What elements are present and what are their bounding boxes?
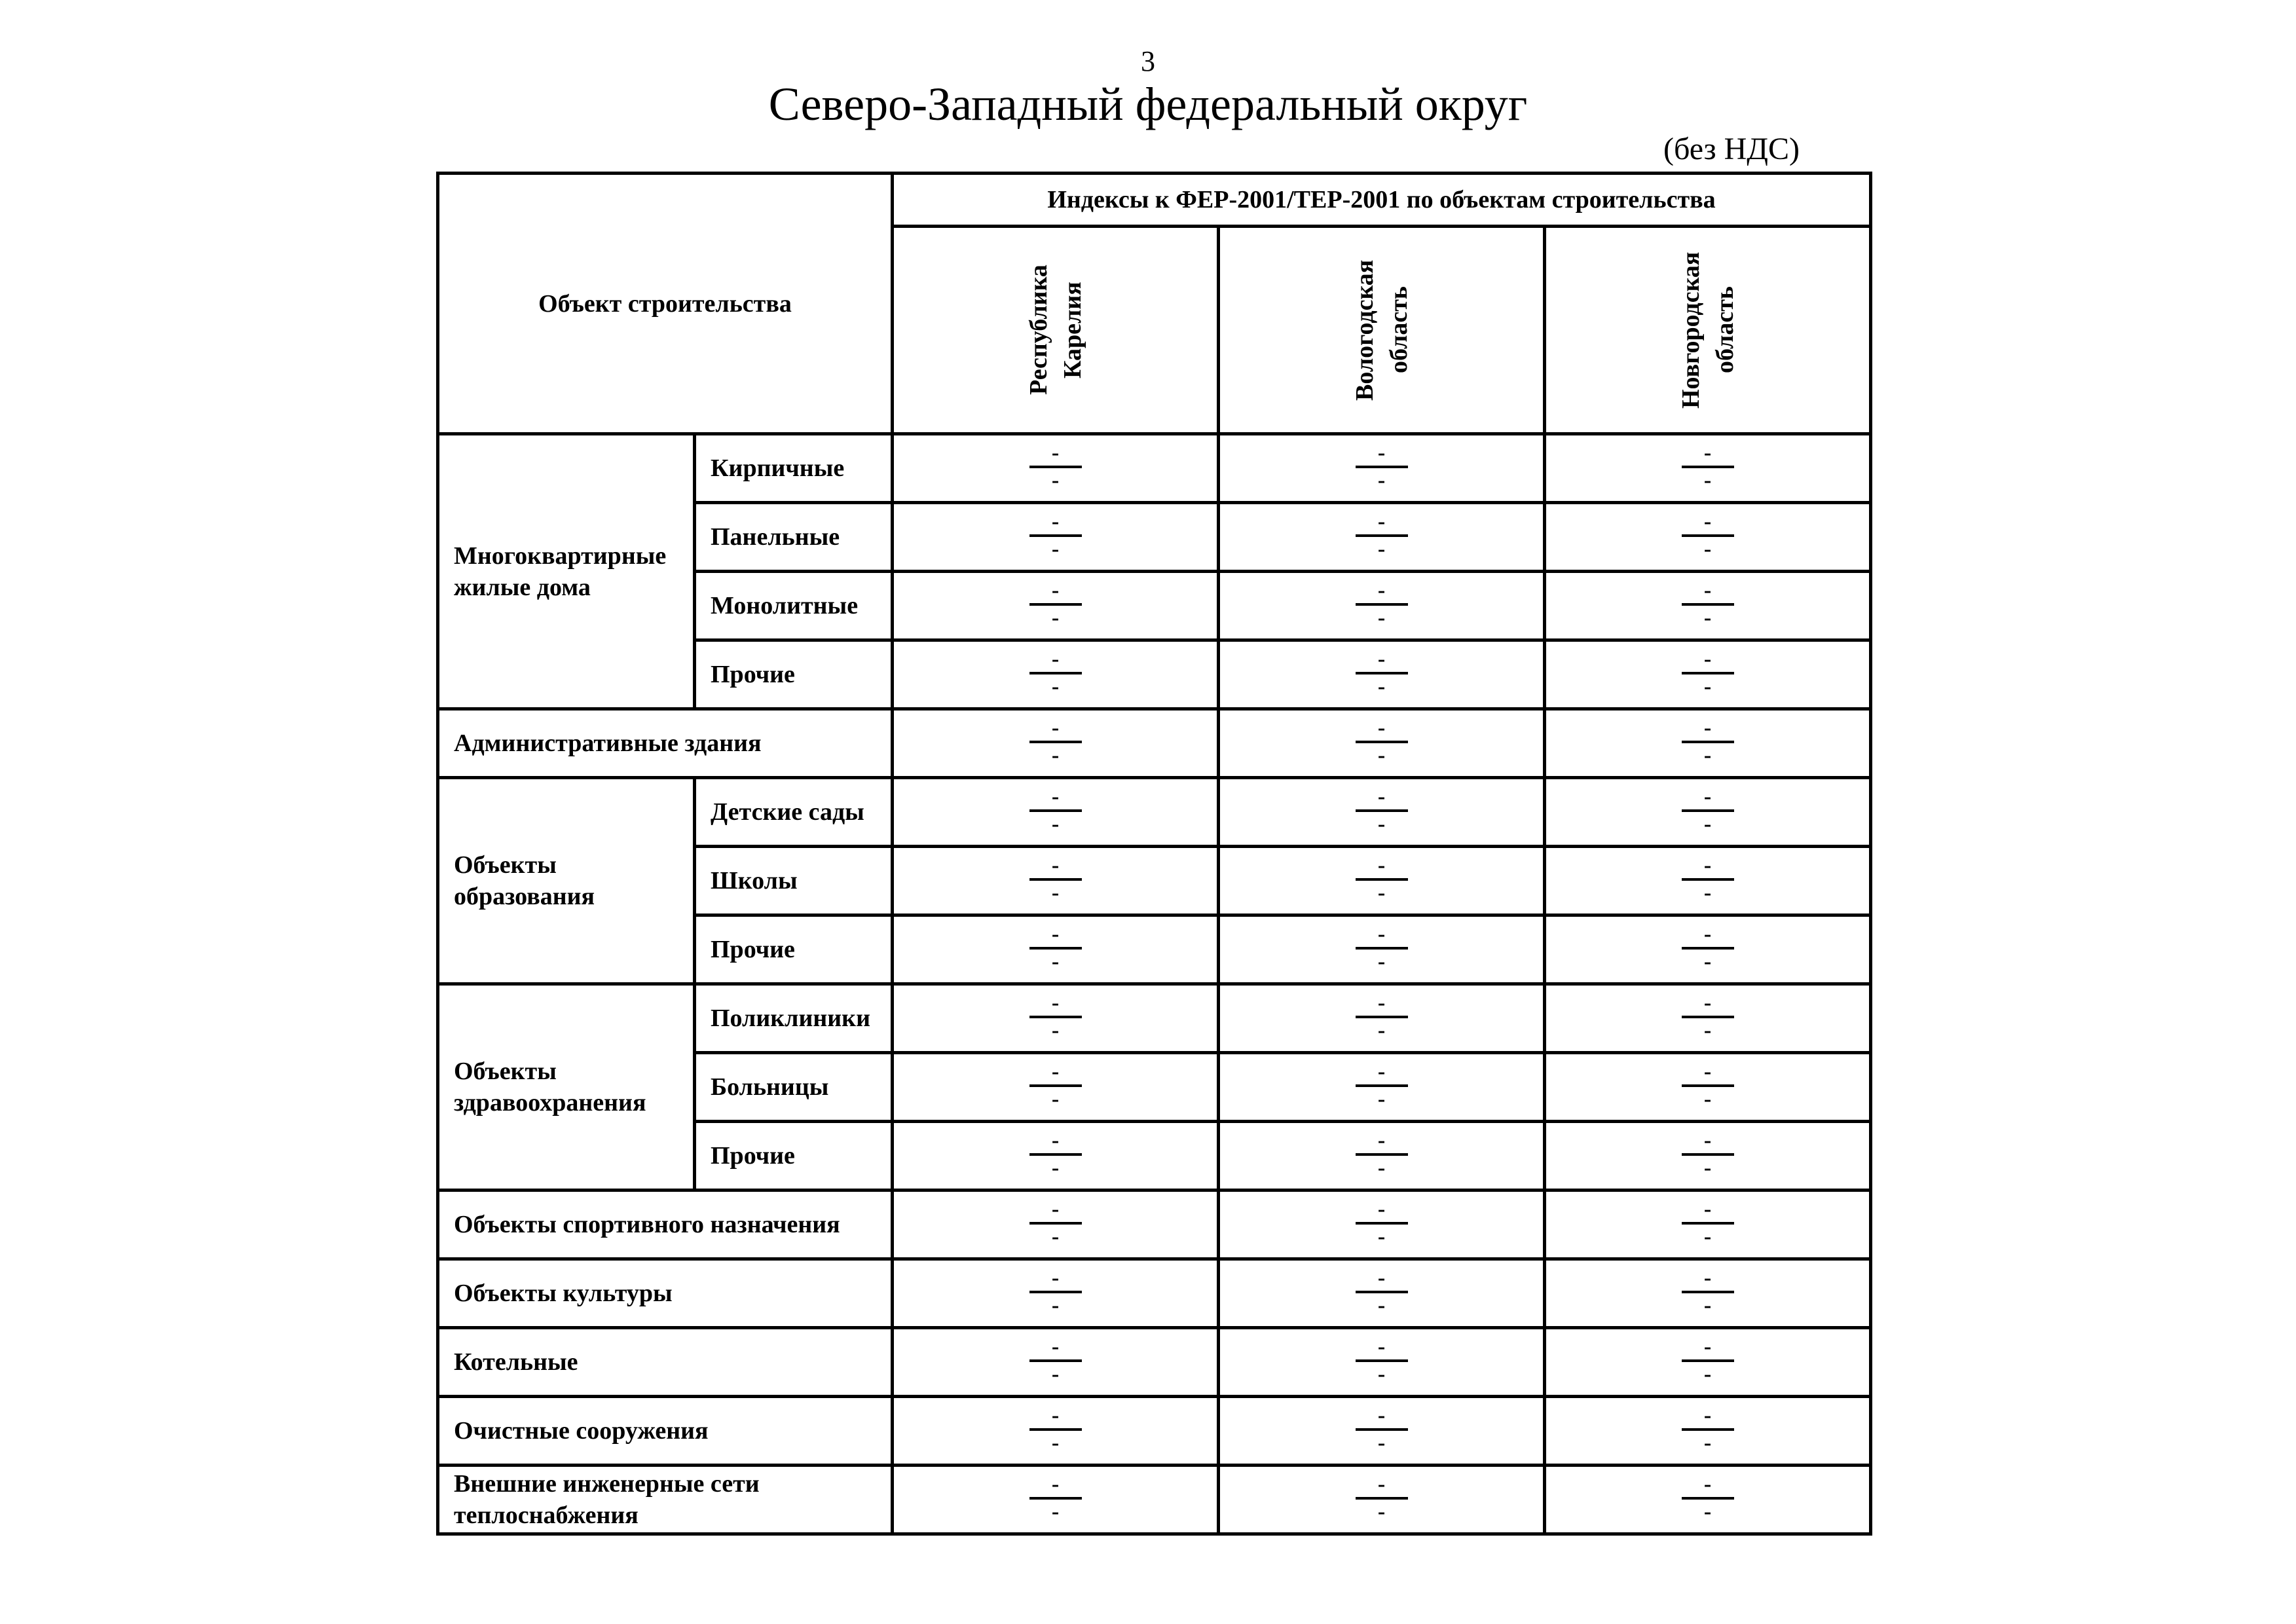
value-cell: $\frac{-}{-}$ xyxy=(1545,915,1871,984)
value-cell: $\frac{-}{-}$ xyxy=(893,1190,1219,1259)
value-cell: $\frac{-}{-}$ xyxy=(1545,1190,1871,1259)
value-cell: $\frac{-}{-}$ xyxy=(893,1122,1219,1190)
header-row-top xyxy=(438,174,1871,227)
value-cell: $\frac{-}{-}$ xyxy=(1219,1053,1545,1122)
category-cell: Многоквартирные жилые дома xyxy=(438,434,695,709)
value-cell: $\frac{-}{-}$ xyxy=(1545,709,1871,778)
value-cell: $\frac{-}{-}$ xyxy=(893,572,1219,640)
table-row xyxy=(438,1397,1871,1466)
header-object: Объект строительства xyxy=(438,174,893,434)
value-cell: $\frac{-}{-}$ xyxy=(1545,1122,1871,1190)
value-cell: $\frac{-}{-}$ xyxy=(1545,1328,1871,1397)
table-row xyxy=(438,1466,1871,1534)
value-cell: $\frac{-}{-}$ xyxy=(1545,1397,1871,1466)
value-cell: $\frac{-}{-}$ xyxy=(893,503,1219,572)
category-cell: Очистные сооружения xyxy=(438,1397,893,1466)
value-cell: $\frac{-}{-}$ xyxy=(1545,984,1871,1053)
value-cell: $\frac{-}{-}$ xyxy=(893,1328,1219,1397)
table-row xyxy=(438,1259,1871,1328)
category-cell: Объекты образования xyxy=(438,778,695,984)
table-row xyxy=(438,984,1871,1053)
value-cell: $\frac{-}{-}$ xyxy=(1545,1259,1871,1328)
subcategory-cell: Прочие xyxy=(695,915,893,984)
subcategory-cell: Больницы xyxy=(695,1053,893,1122)
table-row xyxy=(438,778,1871,847)
value-cell: $\frac{-}{-}$ xyxy=(1545,778,1871,847)
value-cell: $\frac{-}{-}$ xyxy=(1219,1466,1545,1534)
value-cell: $\frac{-}{-}$ xyxy=(893,1397,1219,1466)
subcategory-cell: Прочие xyxy=(695,640,893,709)
subcategory-cell: Детские сады xyxy=(695,778,893,847)
subcategory-cell: Монолитные xyxy=(695,572,893,640)
category-cell: Административные здания xyxy=(438,709,893,778)
value-cell: $\frac{-}{-}$ xyxy=(893,915,1219,984)
category-cell: Объекты спортивного назначения xyxy=(438,1190,893,1259)
header-region-3: Новгородская область xyxy=(1545,227,1871,434)
value-cell: $\frac{-}{-}$ xyxy=(1219,1328,1545,1397)
category-cell: Объекты здравоохранения xyxy=(438,984,695,1190)
value-cell: $\frac{-}{-}$ xyxy=(893,847,1219,915)
subcategory-cell: Кирпичные xyxy=(695,434,893,503)
value-cell: $\frac{-}{-}$ xyxy=(893,709,1219,778)
subcategory-cell: Прочие xyxy=(695,1122,893,1190)
value-cell: $\frac{-}{-}$ xyxy=(1219,847,1545,915)
table-row xyxy=(438,709,1871,778)
subcategory-cell: Поликлиники xyxy=(695,984,893,1053)
value-cell: $\frac{-}{-}$ xyxy=(1219,709,1545,778)
value-cell: $\frac{-}{-}$ xyxy=(893,1466,1219,1534)
value-cell: $\frac{-}{-}$ xyxy=(1219,1190,1545,1259)
category-cell: Внешние инженерные сети теплоснабжения xyxy=(438,1466,893,1534)
value-cell: $\frac{-}{-}$ xyxy=(1219,984,1545,1053)
table-row xyxy=(438,1190,1871,1259)
category-cell: Котельные xyxy=(438,1328,893,1397)
value-cell: $\frac{-}{-}$ xyxy=(893,778,1219,847)
value-cell: $\frac{-}{-}$ xyxy=(893,1053,1219,1122)
index-table xyxy=(436,172,1872,1536)
value-cell: $\frac{-}{-}$ xyxy=(1545,1466,1871,1534)
value-cell: $\frac{-}{-}$ xyxy=(1219,1122,1545,1190)
subcategory-cell: Панельные xyxy=(695,503,893,572)
value-cell: $\frac{-}{-}$ xyxy=(893,984,1219,1053)
table-row xyxy=(438,434,1871,503)
value-cell: $\frac{-}{-}$ xyxy=(1545,847,1871,915)
header-region-1: Республика Карелия xyxy=(893,227,1219,434)
header-region-2: Вологодская область xyxy=(1219,227,1545,434)
value-cell: $\frac{-}{-}$ xyxy=(1545,640,1871,709)
value-cell: $\frac{-}{-}$ xyxy=(1219,1397,1545,1466)
value-cell: $\frac{-}{-}$ xyxy=(1219,640,1545,709)
value-cell: $\frac{-}{-}$ xyxy=(1545,434,1871,503)
category-cell: Объекты культуры xyxy=(438,1259,893,1328)
value-cell: $\frac{-}{-}$ xyxy=(1219,572,1545,640)
value-cell: $\frac{-}{-}$ xyxy=(893,1259,1219,1328)
value-cell: $\frac{-}{-}$ xyxy=(1545,1053,1871,1122)
value-cell: $\frac{-}{-}$ xyxy=(1219,434,1545,503)
value-cell: $\frac{-}{-}$ xyxy=(1219,503,1545,572)
subcategory-cell: Школы xyxy=(695,847,893,915)
table-row xyxy=(438,1328,1871,1397)
value-cell: $\frac{-}{-}$ xyxy=(1545,503,1871,572)
value-cell: $\frac{-}{-}$ xyxy=(1545,572,1871,640)
value-cell: $\frac{-}{-}$ xyxy=(893,640,1219,709)
value-cell: $\frac{-}{-}$ xyxy=(1219,1259,1545,1328)
page-title: Северо-Западный федеральный округ xyxy=(768,78,1528,130)
value-cell: $\frac{-}{-}$ xyxy=(1219,778,1545,847)
header-group: Индексы к ФЕР-2001/ТЕР-2001 по объектам строительства xyxy=(893,174,1871,227)
page-number: 3 xyxy=(1141,45,1155,77)
value-cell: $\frac{-}{-}$ xyxy=(1219,915,1545,984)
vat-note: (без НДС) xyxy=(1663,132,1800,166)
value-cell: $\frac{-}{-}$ xyxy=(893,434,1219,503)
